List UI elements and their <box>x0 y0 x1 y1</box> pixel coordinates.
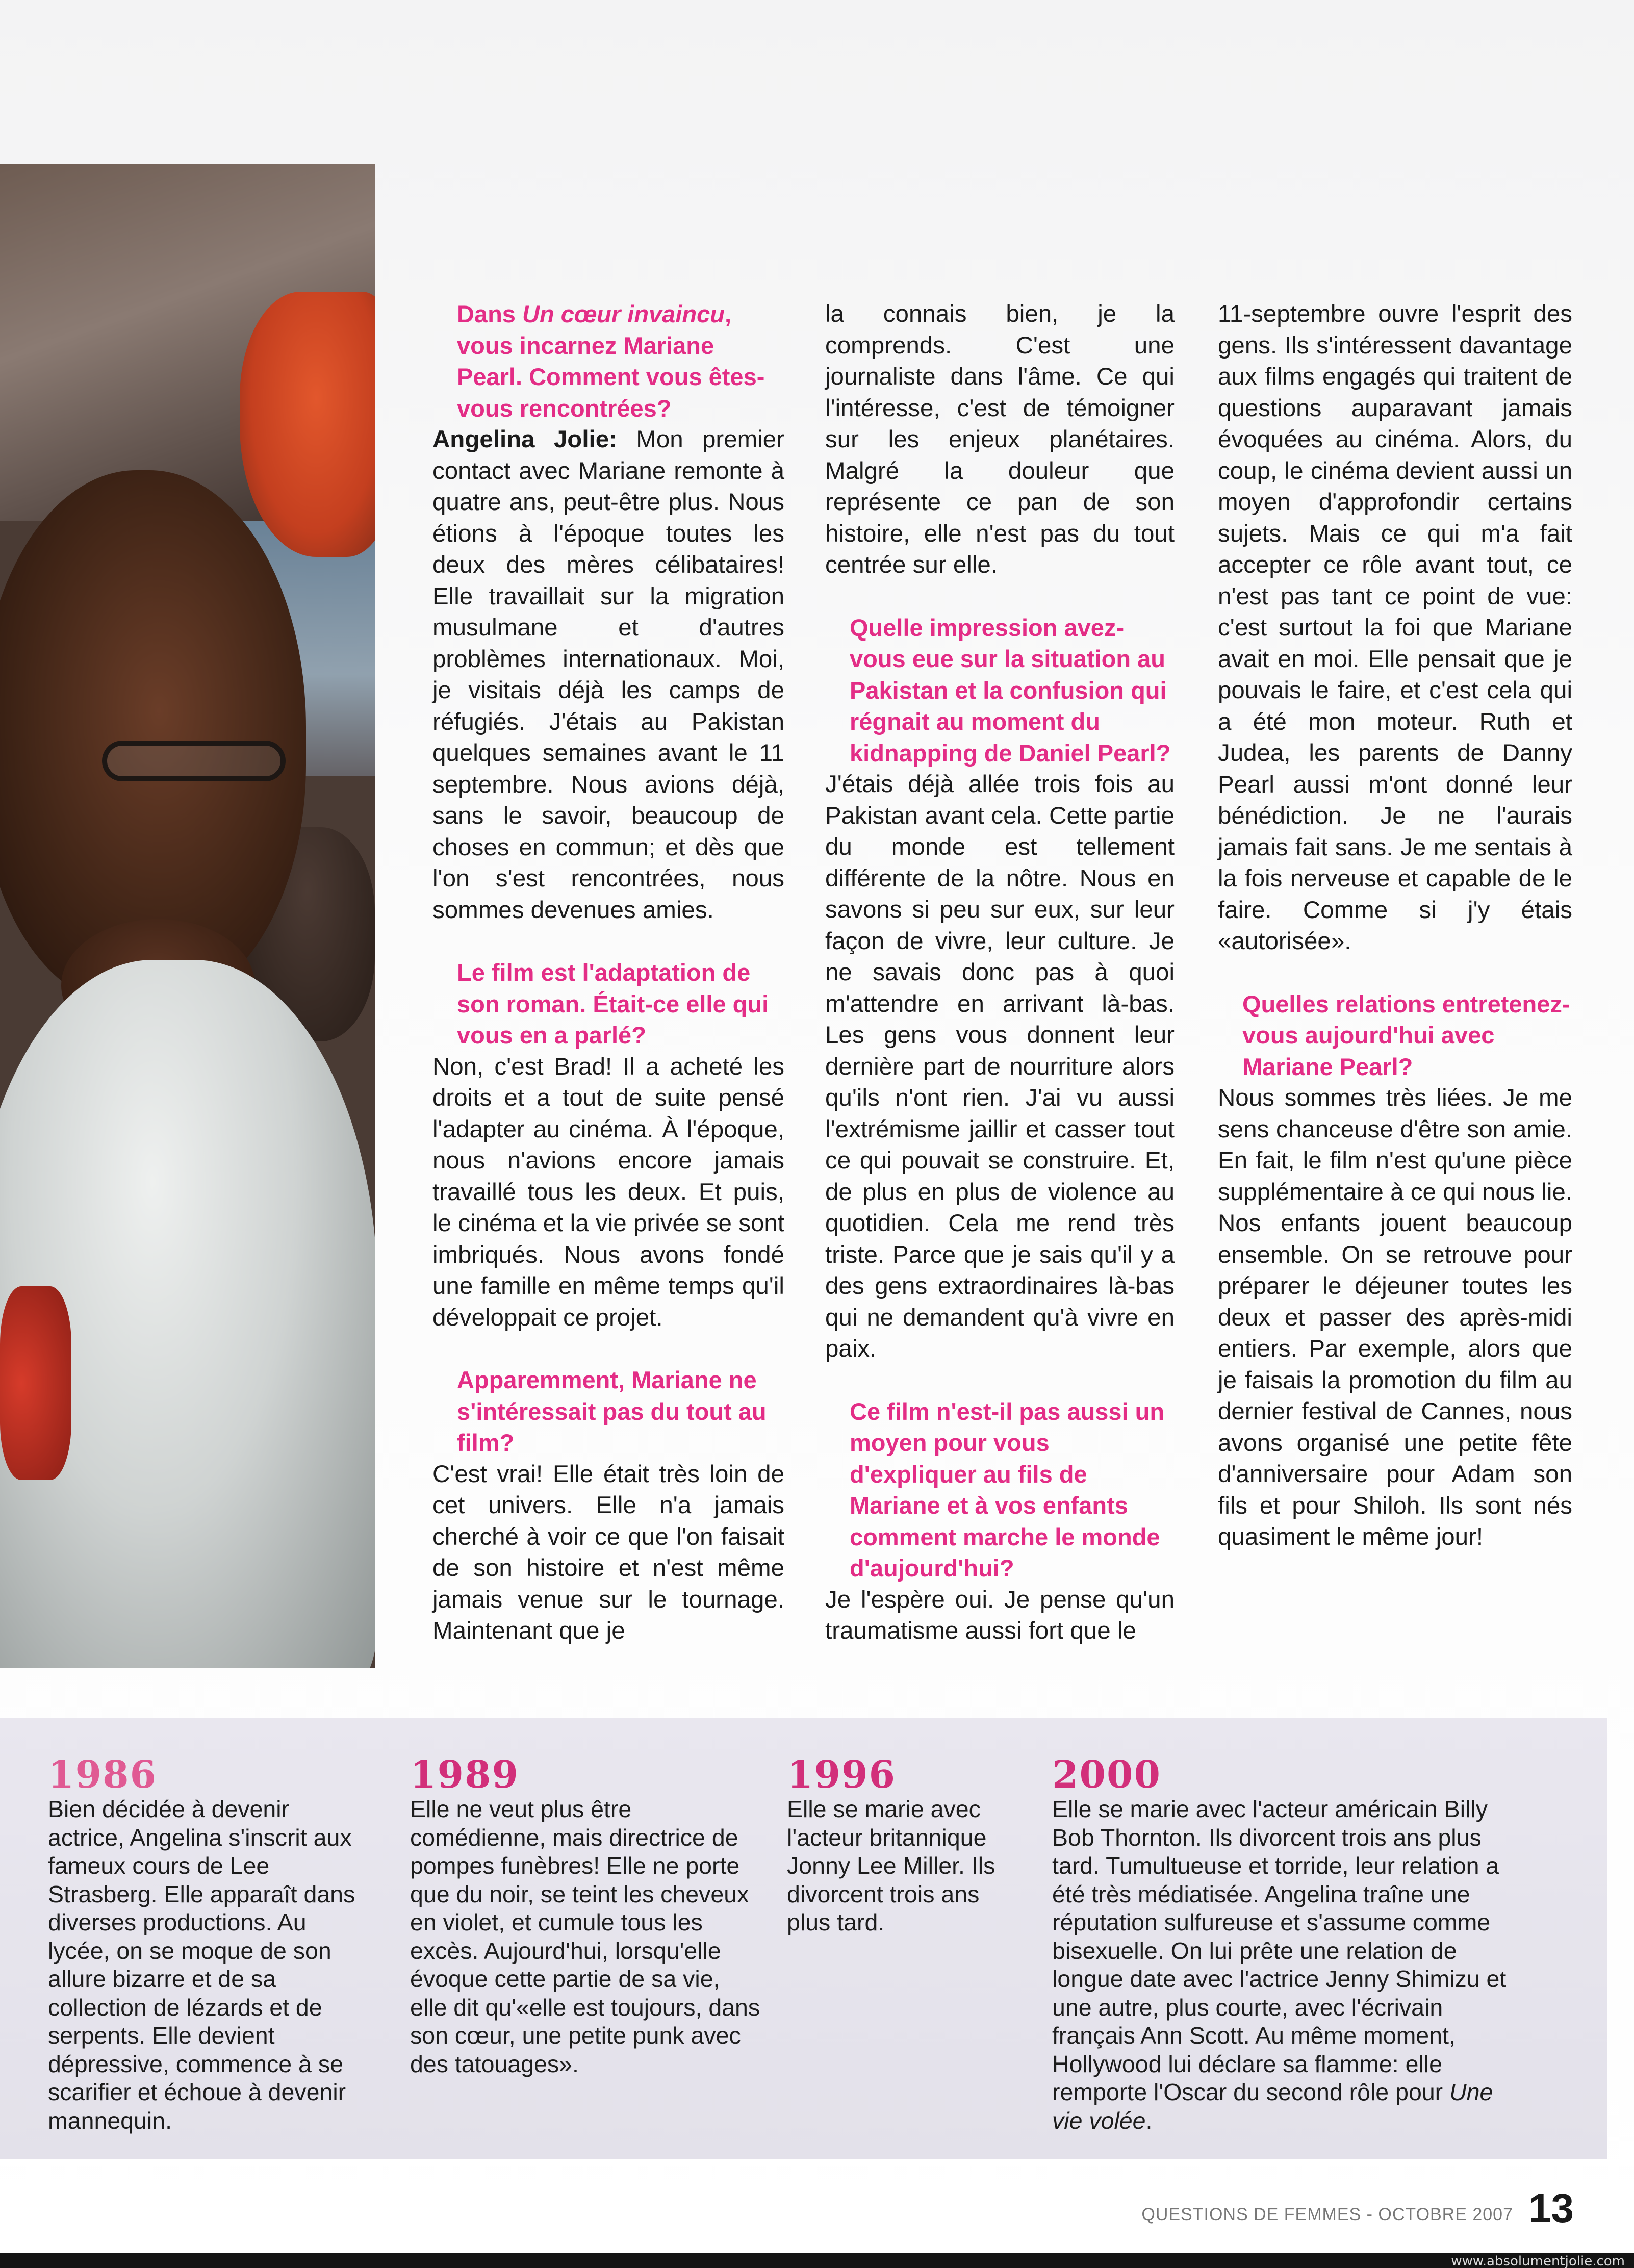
answer-2: Non, c'est Brad! Il a acheté les droits et a tout de suite pensé l'adapter au cinéma. À l'époque, nous n'avions encore jamais travaillé tous les deux. Et puis, le cinéma et la vie privée se sont imbriqués. Nous avons fondé une famille en même temps qu'il développait ce projet. <box>432 1053 784 1331</box>
timeline-1996 <box>787 1754 1011 1937</box>
timeline-text: Elle se marie avec l'acteur américain Billy Bob Thornton. Ils divorcent trois ans plus tard. Tumultueuse et torride, leur relation a été très médiatisée. Angelina traîne une réputation sulfureuse et s'assume comme bisexuelle. On lui prête une relation de longue date avec l'actrice Jenny Shimizu et une autre, plus courte, avec l'écrivain français Ann Scott. Au même moment, Hollywood lui déclare sa flamme: elle remporte l'Oscar du second rôle pour Une vie volée. <box>1052 1796 1507 2134</box>
film-title: Une vie volée <box>1052 2079 1493 2134</box>
question-4: Quelle impression avez-vous eue sur la situation au Pakistan et la confusion qui régnait au moment du kidnapping de Daniel Pearl? <box>850 614 1171 767</box>
answer-1: Angelina Jolie: Mon premier contact avec Mariane remonte à quatre ans, peut-être plus. Nous étions à l'époque toutes les deux des mères célibataires! Elle travaillait sur la migration musulmane et d'autres problèmes internationaux. Moi, je visitais déjà les camps de réfugiés. J'étais au Pakistan quelques semaines avant le 11 septembre. Nous avions déjà, sans le savoir, beaucoup de choses en commun; et dès que l'on s'est rencontrées, nous sommes devenues amies. <box>432 426 784 924</box>
magazine-issue: QUESTIONS DE FEMMES - OCTOBRE 2007 <box>1141 2205 1514 2224</box>
question-2: Le film est l'adaptation de son roman. Était-ce elle qui vous en a parlé? <box>457 959 769 1049</box>
question-6: Quelles relations entretenez-vous aujourd'hui avec Mariane Pearl? <box>1242 990 1570 1080</box>
portrait-photo <box>0 164 375 1668</box>
timeline-year: 1986 <box>48 1753 157 1797</box>
question-5: Ce film n'est-il pas aussi un moyen pour vous d'expliquer au fils de Mariane et à vos enfants comment marche le monde d'aujourd'hui? <box>850 1397 1165 1582</box>
answer-5-continued: 11-septembre ouvre l'esprit des gens. Ils s'intéressent davantage aux films engagés qui traitent de questions auparavant jamais évoquées au cinéma. Alors, du coup, le cinéma devient aussi un moyen d'approfondir certains sujets. Mais ce qui m'a fait accepter ce rôle avant tout, ce n'est pas tant ce point de vue: c'est surtout la foi que Mariane avait en moi. Elle pensait que je pouvais le faire, et c'est cela qui a été mon moteur. Ruth et Judea, les parents de Danny Pearl aussi m'ont donné leur bénédiction. Je ne l'aurais jamais fait sans. Je me sentais à la fois nerveuse et capable de le faire. Comme si j'y étais «autorisée». <box>1218 300 1572 955</box>
photo-red-garment <box>0 1286 71 1480</box>
timeline-2000 <box>1052 1754 1511 2135</box>
bottom-bar <box>0 2253 1634 2268</box>
answer-5: Je l'espère oui. Je pense qu'un traumatisme aussi fort que le <box>825 1586 1175 1644</box>
watermark: www.absolumentjolie.com <box>1451 2254 1625 2268</box>
article-column-2 <box>825 298 1175 1647</box>
timeline-1989 <box>410 1754 762 2078</box>
page-footer <box>1141 2185 1574 2231</box>
question-1: Dans Un cœur invaincu, vous incarnez Mariane Pearl. Comment vous êtes-vous rencontrées? <box>457 300 765 422</box>
timeline-text: Bien décidée à devenir actrice, Angelina s'inscrit aux fameux cours de Lee Strasberg. Elle apparaît dans diverses productions. Au lycée, on se moque de son allure bizarre et de sa collection de lézards et de serpents. Elle devient dépressive, commence à se scarifier et échoue à devenir mannequin. <box>48 1796 355 2134</box>
answer-3: C'est vrai! Elle était très loin de cet univers. Elle n'a jamais cherché à voir ce que l'on faisait de son histoire et n'est même jamais venue sur le tournage. Maintenant que je <box>432 1460 784 1644</box>
speaker-name: Angelina Jolie: <box>432 426 617 453</box>
page-number: 13 <box>1528 2185 1574 2231</box>
timeline-text: Elle ne veut plus être comédienne, mais directrice de pompes funèbres! Elle ne porte que du noir, se teint les cheveux en violet, et cumule tous les excès. Aujourd'hui, lorsqu'elle évoque cette partie de sa vie, elle dit qu'«elle est toujours, dans son cœur, une petite punk avec des tatouages». <box>410 1796 760 2077</box>
answer-3-continued: la connais bien, je la comprends. C'est une journaliste dans l'âme. Ce qui l'intéresse, c'est de témoigner sur les enjeux planétaires. Malgré la douleur que représente ce pan de son histoire, elle n'est pas du tout centrée sur elle. <box>825 300 1175 578</box>
timeline-1986 <box>48 1754 364 2135</box>
article-column-1 <box>432 298 784 1647</box>
timeline-year: 2000 <box>1052 1753 1161 1797</box>
answer-4: J'étais déjà allée trois fois au Pakistan avant cela. Cette partie du monde est tellement différente de la nôtre. Nous en savons si peu sur eux, sur leur façon de vivre, leur culture. Je ne savais donc pas à quoi m'attendre en arrivant là-bas. Les gens vous donnent leur dernière part de nourriture alors qu'ils n'ont rien. J'ai vu aussi l'extrémisme jaillir et casser tout ce qui pouvait se construire. Et, de plus en plus de violence au quotidien. Cela me rend très triste. Parce que je sais qu'il y a des gens extraordinaires là-bas qui ne demandent qu'à vivre en paix. <box>825 771 1175 1362</box>
timeline-year: 1996 <box>787 1753 896 1797</box>
photo-glasses <box>102 741 286 781</box>
question-3: Apparemment, Mariane ne s'intéressait pas du tout au film? <box>457 1366 767 1456</box>
timeline-year: 1989 <box>410 1753 519 1797</box>
answer-6: Nous sommes très liées. Je me sens chanceuse d'être son amie. En fait, le film n'est qu'une pièce supplémentaire à ce qui nous lie. Nos enfants jouent beaucoup ensemble. On se retrouve pour préparer le déjeuner toutes les deux et passer des après-midi entiers. Par exemple, alors que je faisais la promotion du film au dernier festival de Cannes, nous avons organisé une petite fête d'anniversaire pour Adam son fils et pour Shiloh. Ils sont nés quasiment le même jour! <box>1218 1084 1572 1550</box>
article-column-3 <box>1218 298 1572 1553</box>
timeline-text: Elle se marie avec l'acteur britannique Jonny Lee Miller. Ils divorcent trois ans plus tard. <box>787 1796 995 1935</box>
